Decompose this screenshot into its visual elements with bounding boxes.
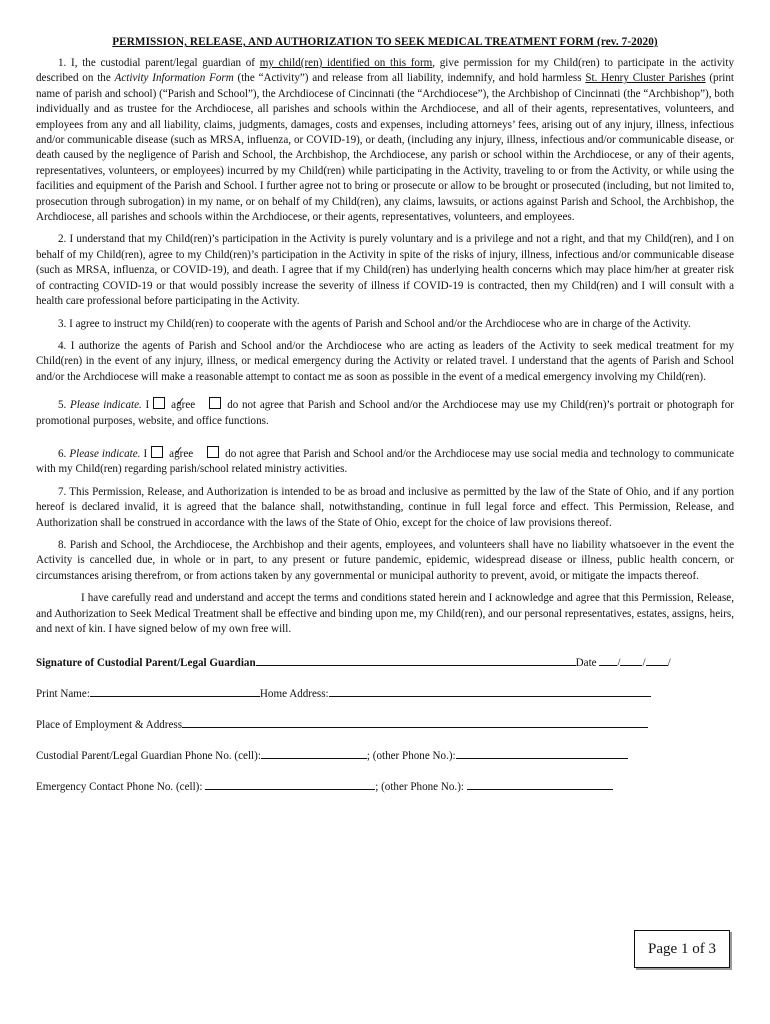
date-label: Date bbox=[575, 657, 597, 670]
signature-label: Signature of Custodial Parent/Legal Guardian bbox=[36, 657, 256, 670]
paragraph-6 bbox=[36, 446, 734, 478]
agree-label: agree bbox=[169, 447, 194, 460]
paragraph-number: 6. bbox=[58, 447, 67, 460]
paragraph-4 bbox=[36, 339, 734, 385]
employment-label: Place of Employment & Address bbox=[36, 719, 183, 732]
paragraph-1 bbox=[36, 56, 734, 225]
home-address-field[interactable] bbox=[329, 685, 651, 697]
home-address-label: Home Address: bbox=[259, 688, 329, 701]
p1-child-identified: my child(ren) identified on this form bbox=[259, 57, 433, 69]
emergency-other-phone-field[interactable] bbox=[467, 778, 613, 790]
guardian-cell-field[interactable] bbox=[261, 747, 367, 759]
date-day-field[interactable] bbox=[620, 654, 642, 666]
paragraph-number: 3. bbox=[58, 317, 67, 330]
p1-text-c: , give permission for my Child(ren) to participate in the activity described on the bbox=[36, 57, 735, 85]
revision-text: (rev. 7-2020) bbox=[597, 36, 658, 48]
paragraph-text: I understand that my Child(ren)’s participation in the Activity is purely voluntary and is a privilege and not a right, and that my Child(ren), and I on behalf of my Child(ren), agree to my Child(ren)’s participation in the Activity in spite of the risks of injury, illness, infectious and/or communicable disease (such as MRSA, influenza, or COVID-19), and death. I agree that if my Child(ren) has underlying health concerns which may place him/her at greater risk of contracting COVID-19 or that would possibly increase the severity of illness if COVID-19 is contracted, then my Child(ren) and I will consult with a health care professional before participating in the Activity. bbox=[36, 233, 734, 308]
paragraph-number: 4. bbox=[58, 339, 67, 352]
closing-paragraph: I have carefully read and understand and accept the terms and conditions stated herein and I acknowledge and agree that this Permission, Release, and Authorization to Seek Medical Treatment shall be effective and binding upon me, my Child(ren), and our personal representatives, estates, assigns, heirs, and next of kin. I have signed below of my own free will. bbox=[36, 592, 734, 635]
p6-disagree-checkbox[interactable] bbox=[207, 446, 219, 458]
paragraph-2 bbox=[36, 232, 734, 309]
p1-text-a: I, the custodial parent/legal guardian of bbox=[71, 57, 255, 69]
signature-field[interactable] bbox=[256, 654, 576, 666]
i-label: I bbox=[145, 399, 150, 412]
p6-agree-checkbox[interactable] bbox=[151, 446, 163, 458]
print-name-label: Print Name: bbox=[36, 688, 90, 701]
paragraph-3 bbox=[36, 317, 734, 332]
p1-text-g: (print name of parish and school) (“Parish and School”), the Archdiocese of Cincinnati (the “Archdiocese”), the Archbishop of Cincinnati (the “Archbishop”), both individually and as trustee for the Archdiocese, all parishes and schools within the Archdiocese, and all of their agents, representatives, volunteers, and employees from any and all liability, claims, judgments, damages, costs and expenses, including attorneys’ fees, arising out of any injury, illness, infectious and/or communicable disease (such as MRSA, influenza, or COVID-19), or death, (including any injury, illness, infectious and/or communicable disease, or death caused by the negligence of Parish and School, the Archbishop, the Archdiocese, any parish or school within the Archdiocese, or any of their agents, representatives, volunteers, or employees) incurred by my Child(ren) while participating in the Activity, traveling to or from the Activity, or while using the facilities and equipment of the Parish and School. I further agree not to bring or prosecute or allow to be brought or prosecuted (including, but not limited to, prosecution through subrogation) in my name, or on behalf of my Child(ren), any claims, lawsuits, or actions against Parish and School, the Archbishop, the Archdiocese, all parishes and schools within the Archdiocese, or their agents, representatives, volunteers, and employees. bbox=[36, 72, 735, 224]
print-name-row bbox=[36, 685, 734, 700]
paragraph-text: I authorize the agents of Parish and School and/or the Archdiocese who are acting as leaders of the Activity to seek medical treatment for my Child(ren) in the event of any injury, illness, or medical emergency during the Activity or related travel. I understand that the agents of Parish and School and/or the Archdiocese will make a reasonable attempt to contact me as soon as possible in the event of a medical emergency involving my Child(ren). bbox=[36, 339, 734, 383]
p1-activity-form: Activity Information Form bbox=[114, 72, 234, 85]
paragraph-number: 7. bbox=[58, 485, 67, 498]
please-indicate-label: Please indicate. bbox=[70, 399, 142, 412]
disagree-label: do not agree that Parish and School and/or the Archdiocese may use social media and technology to communicate with my Child(ren) regarding parish/school related ministry activities. bbox=[36, 447, 735, 476]
emergency-phone-row bbox=[36, 778, 734, 793]
form-title bbox=[36, 36, 734, 48]
guardian-other-phone-field[interactable] bbox=[456, 747, 628, 759]
emergency-cell-field[interactable] bbox=[205, 778, 375, 790]
guardian-phone-row bbox=[36, 747, 734, 762]
employment-row bbox=[36, 716, 734, 731]
print-name-field[interactable] bbox=[90, 685, 260, 697]
employment-field[interactable] bbox=[182, 716, 648, 728]
p1-text-e: (the “Activity”) and release from all liability, indemnify, and hold harmless bbox=[237, 72, 582, 85]
page-number-label: Page 1 of 3 bbox=[648, 940, 716, 957]
p1-parish-name: St. Henry Cluster Parishes bbox=[585, 72, 706, 85]
paragraph-7 bbox=[36, 485, 734, 531]
page-number-box bbox=[634, 930, 730, 968]
paragraph-number: 2. bbox=[58, 233, 67, 246]
paragraph-text: I agree to instruct my Child(ren) to cooperate with the agents of Parish and School and/or the Archdiocese who are in charge of the Activity. bbox=[69, 317, 691, 330]
p5-agree-checkbox[interactable] bbox=[153, 397, 165, 409]
date-month-field[interactable] bbox=[599, 654, 617, 666]
please-indicate-label: Please indicate. bbox=[69, 447, 141, 460]
paragraph-number: 5. bbox=[58, 399, 67, 412]
guardian-phone-label: Custodial Parent/Legal Guardian Phone No. (cell): bbox=[36, 750, 261, 763]
form-page bbox=[36, 36, 734, 793]
disagree-label: do not agree that Parish and School and/or the Archdiocese may use my Child(ren)’s portrait or photograph for promotional purposes, website, and office functions. bbox=[36, 399, 734, 427]
paragraph-5 bbox=[36, 397, 734, 429]
paragraph-8 bbox=[36, 538, 734, 584]
emergency-other-phone-label: ; (other Phone No.): bbox=[375, 781, 464, 794]
signature-row: Signature of Custodial Parent/Legal Guardian Date / / / bbox=[36, 654, 734, 669]
guardian-other-phone-label: ; (other Phone No.): bbox=[366, 750, 456, 763]
date-year-field[interactable] bbox=[646, 654, 668, 666]
p5-disagree-checkbox[interactable] bbox=[209, 397, 221, 409]
emergency-phone-label: Emergency Contact Phone No. (cell): bbox=[36, 781, 203, 794]
paragraph-number: 1. bbox=[58, 57, 67, 69]
paragraph-text: Parish and School, the Archdiocese, the Archbishop and their agents, employees, and volunteers shall have no liability whatsoever in the event the Activity is cancelled due, in whole or in part, to any present or future pandemic, epidemic, widespread disease or illness, public health concern, or circumstances arising therefrom, or from actions taken by any governmental or municipal authority to prevent, avoid, or mitigate the impacts thereof. bbox=[36, 538, 735, 582]
paragraph-text: This Permission, Release, and Authorization is intended to be as broad and inclusive as permitted by the law of the State of Ohio, and if any portion hereof is declared invalid, it is agreed that the balance shall, notwithstanding, continue in full legal force and effect. This Permission, Release, and Authorization shall be construed in accordance with the laws of the State of Ohio, except for the choice of law provisions thereof. bbox=[36, 485, 734, 529]
paragraph-number: 8. bbox=[58, 538, 67, 551]
i-label: I bbox=[143, 447, 148, 460]
agree-label: agree bbox=[171, 399, 196, 412]
title-text: PERMISSION, RELEASE, AND AUTHORIZATION TO SEEK MEDICAL TREATMENT FORM bbox=[112, 36, 595, 48]
